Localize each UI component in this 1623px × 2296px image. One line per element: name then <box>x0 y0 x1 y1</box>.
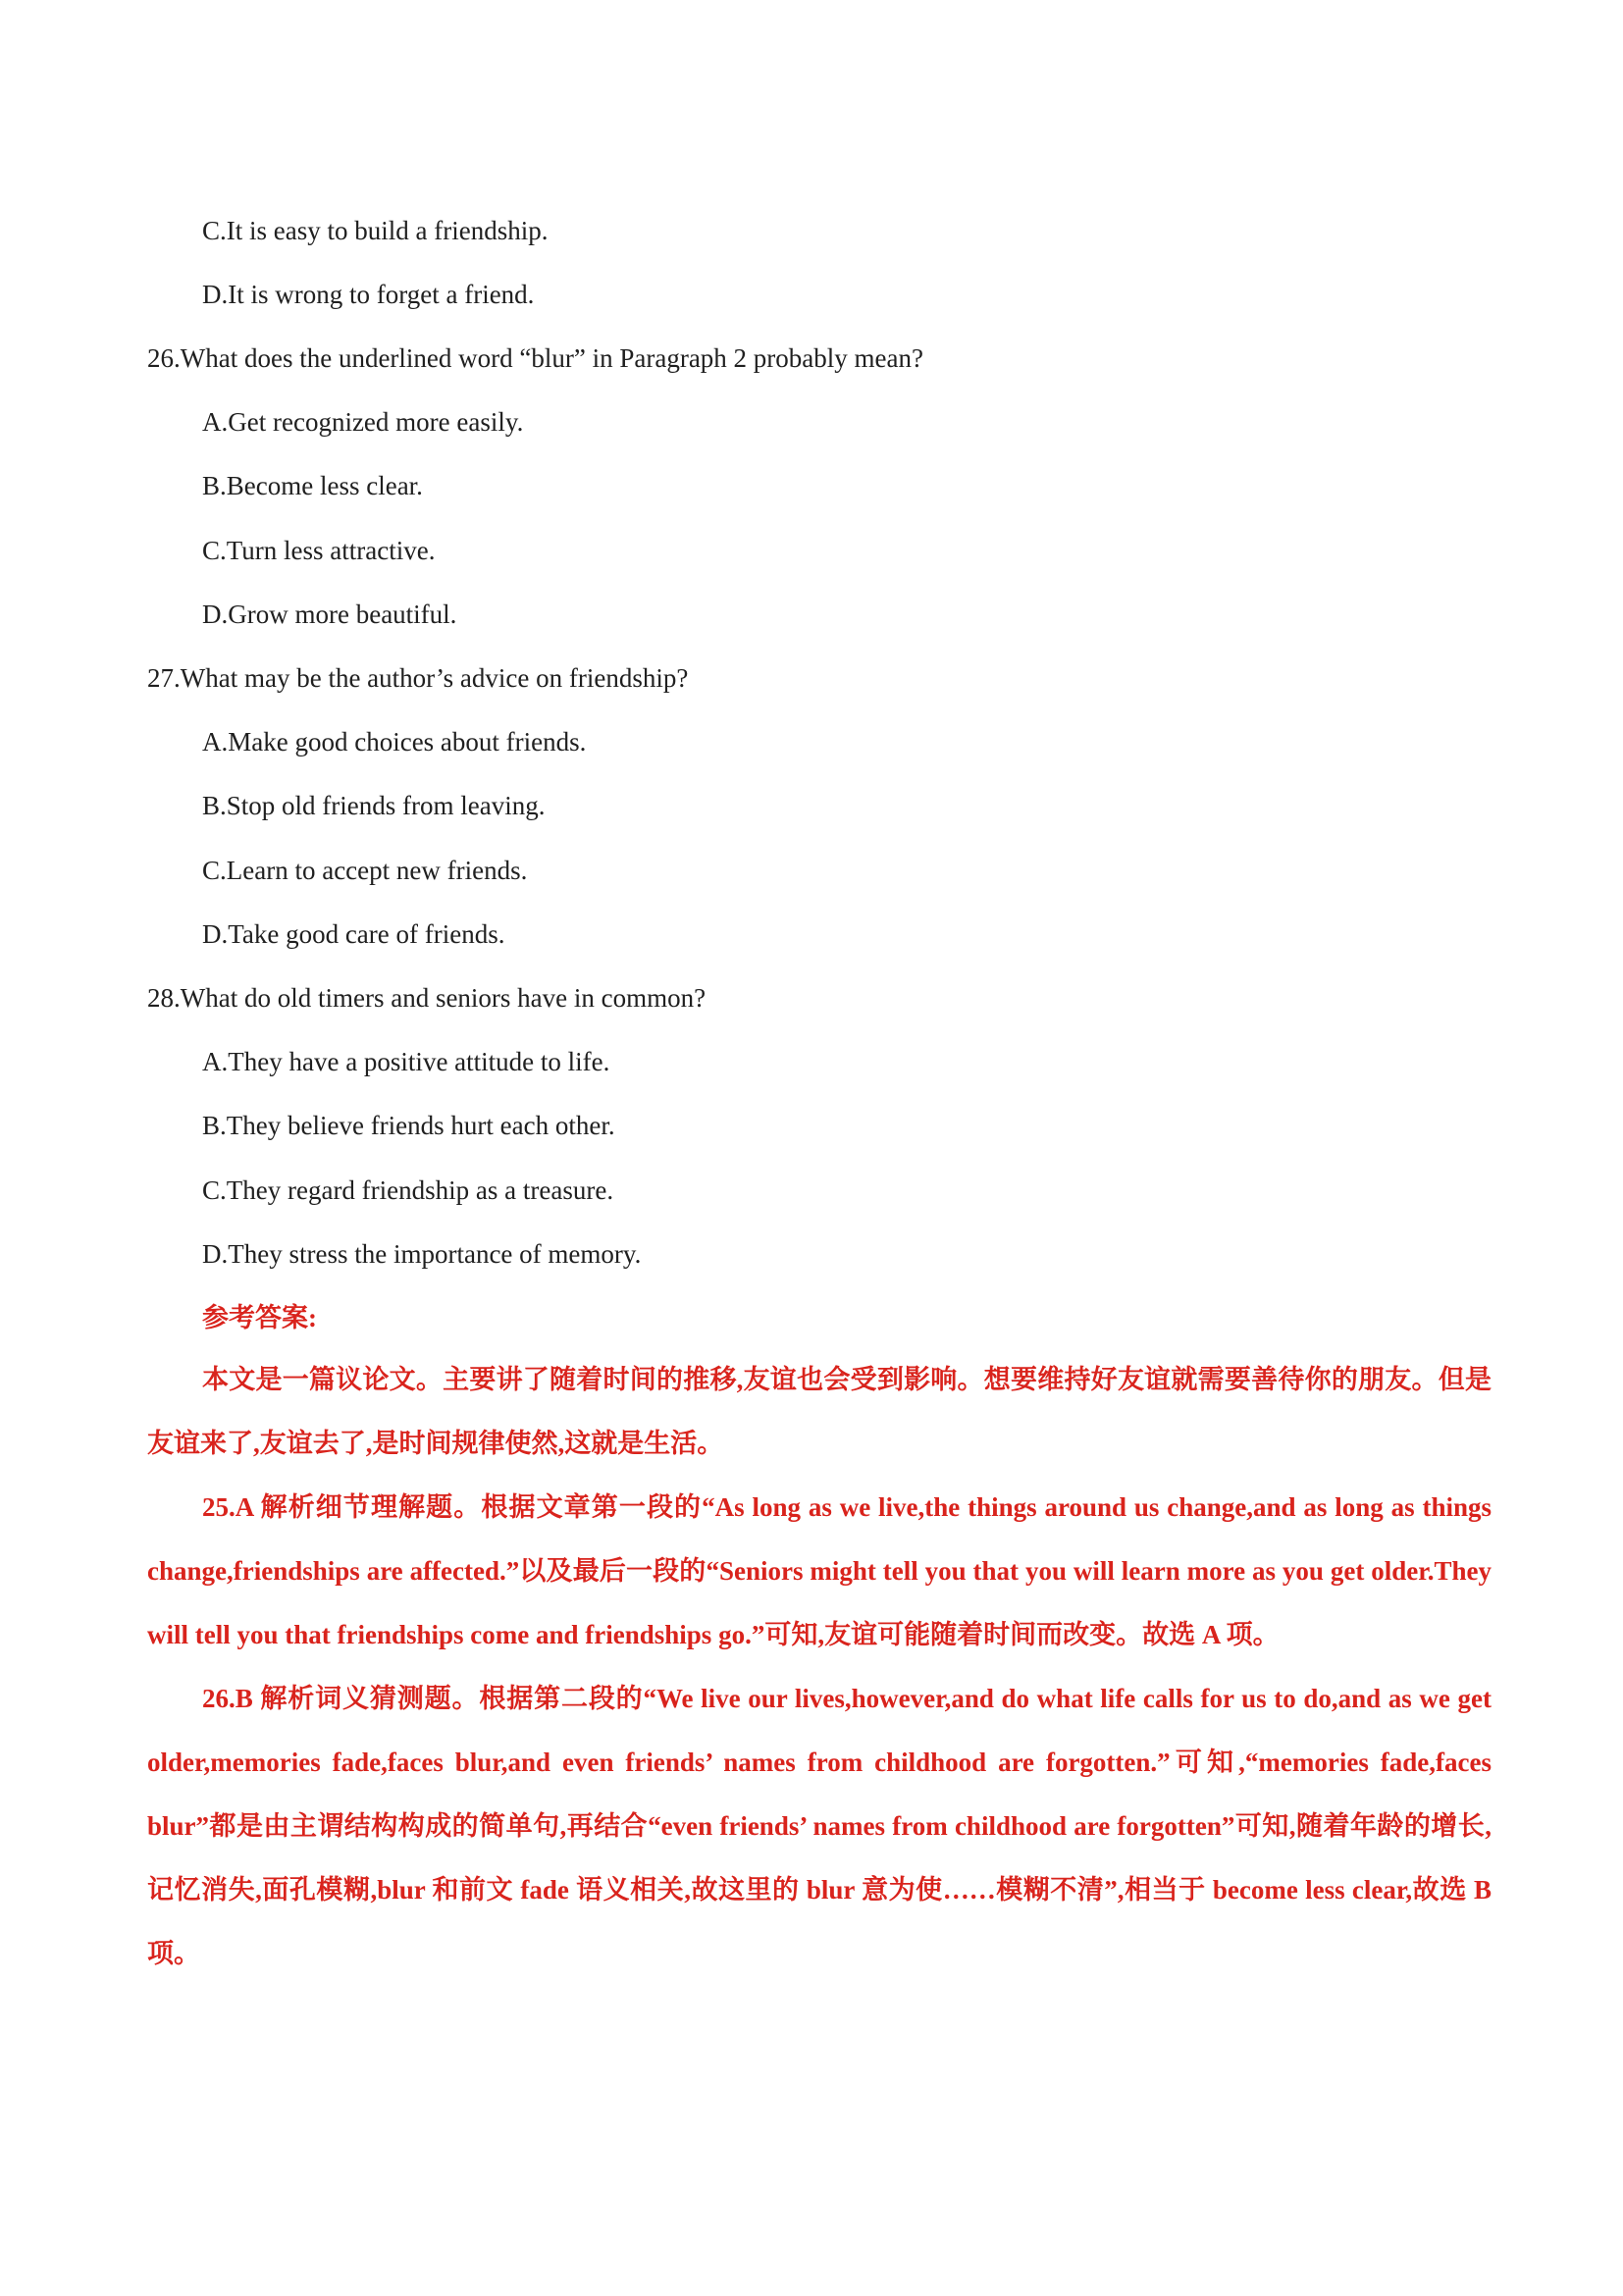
q28-option-c: C.They regard friendship as a treasure. <box>202 1175 614 1205</box>
q26-question: 26.What does the underlined word “blur” in Paragraph 2 probably mean? <box>147 343 923 373</box>
q26-option-d: D.Grow more beautiful. <box>202 600 457 629</box>
q25-option-d: D.It is wrong to forget a friend. <box>202 280 535 309</box>
q26-option-b: B.Become less clear. <box>202 471 423 500</box>
answer-26: 26.B 解析词义猜测题。根据第二段的“We live our lives,however,and do what life calls for us to do,and as we get older,memories fade,faces blur,and even friends’ names from childhood are forgotten.”可知,“memories fade,faces blur”都是由主谓结构构成的简单句,再结合“even friends’ names from childhood are forgotten”可知,随着年龄的增长,记忆消失,面孔模糊,blur 和前文 fade 语义相关,故这里的 blur 意为使……模糊不清”,相当于 become less clear,故选 B 项。 <box>147 1684 1492 1968</box>
q25-option-c: C.It is easy to build a friendship. <box>202 216 549 245</box>
q28-option-d: D.They stress the importance of memory. <box>202 1239 642 1269</box>
q26-option-a: A.Get recognized more easily. <box>202 407 524 437</box>
q27-option-b: B.Stop old friends from leaving. <box>202 791 546 820</box>
q27-question: 27.What may be the author’s advice on friendship? <box>147 663 689 693</box>
q28-question: 28.What do old timers and seniors have in common? <box>147 983 707 1013</box>
answer-25: 25.A 解析细节理解题。根据文章第一段的“As long as we live,the things around us change,and as long as things change,friendships are affected.”以及最后一段的“Seniors might tell you that you will learn more as you get older.They will tell you that friendships come and friendships go.”可知,友谊可能随着时间而改变。故选 A 项。 <box>147 1492 1492 1649</box>
q27-option-d: D.Take good care of friends. <box>202 919 505 949</box>
q27-option-c: C.Learn to accept new friends. <box>202 856 528 885</box>
q26-option-c: C.Turn less attractive. <box>202 536 436 565</box>
q28-option-b: B.They believe friends hurt each other. <box>202 1111 615 1140</box>
answer-summary: 本文是一篇议论文。主要讲了随着时间的推移,友谊也会受到影响。想要维持好友谊就需要善待你的朋友。但是友谊来了,友谊去了,是时间规律使然,这就是生活。 <box>147 1365 1492 1458</box>
answer-explanations <box>147 1348 1492 1986</box>
q28-option-a: A.They have a positive attitude to life. <box>202 1047 610 1076</box>
answer-heading: 参考答案: <box>202 1303 317 1332</box>
q27-option-a: A.Make good choices about friends. <box>202 727 587 757</box>
